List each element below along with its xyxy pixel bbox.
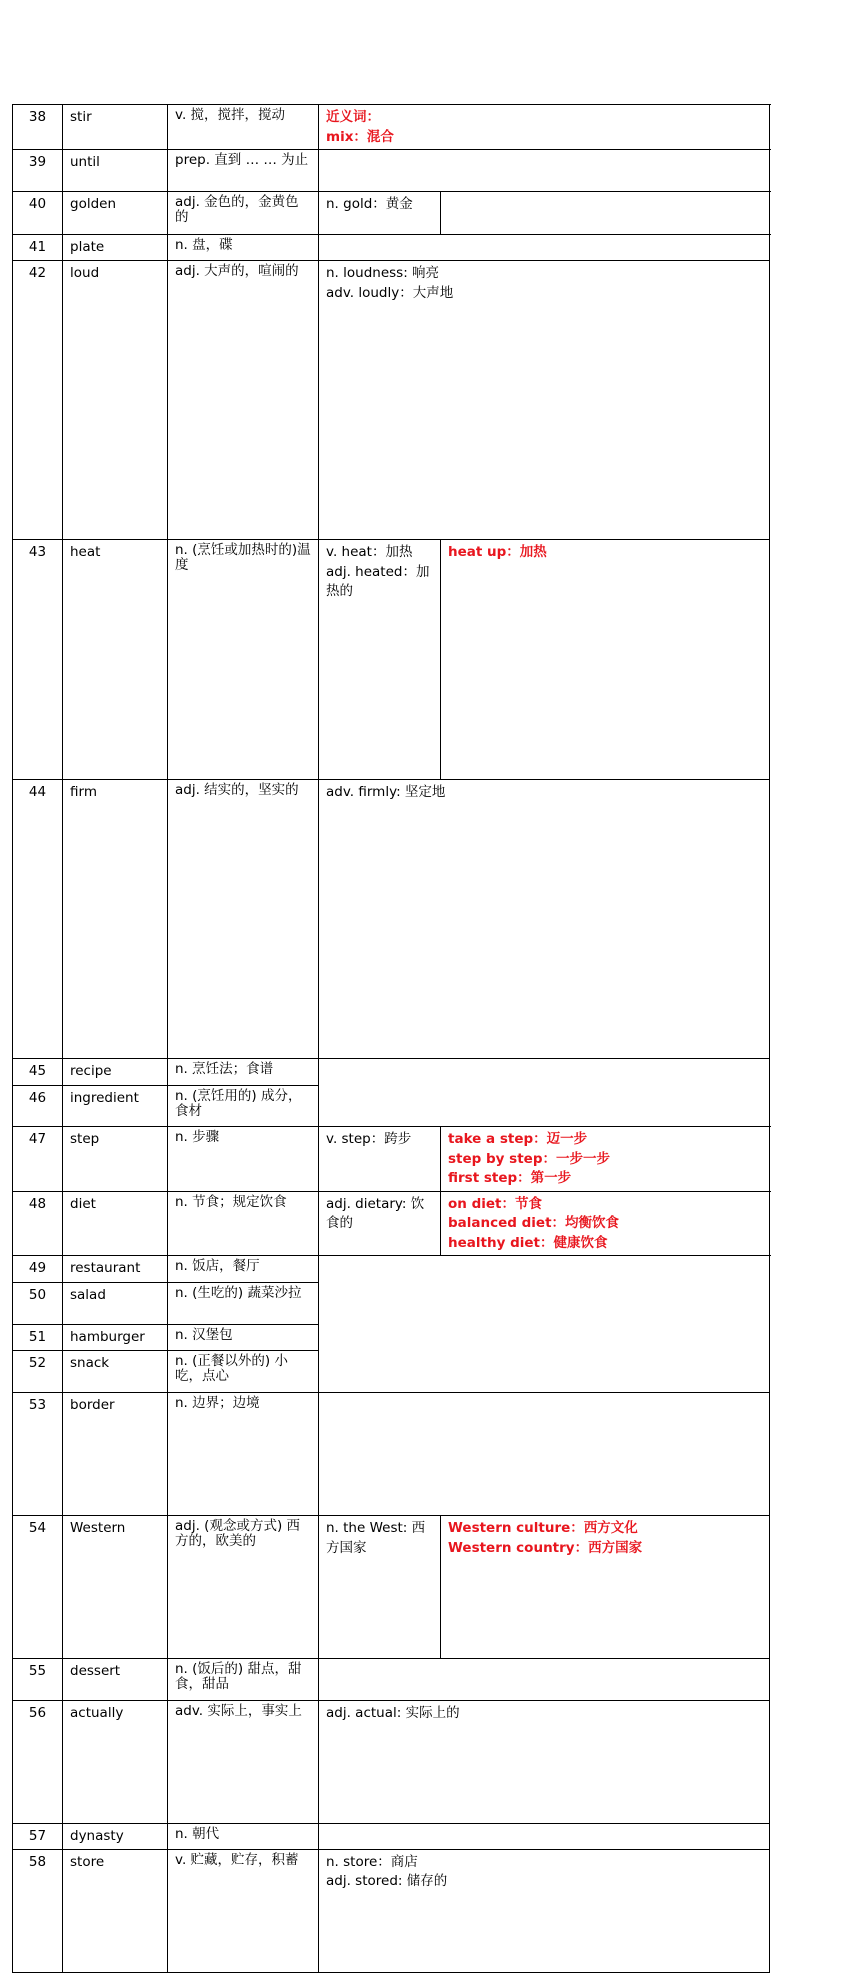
vocab-definition: adj. 大声的，喧闹的 [168,261,319,540]
row-number: 39 [13,150,63,192]
word-forms-cell [319,1823,770,1849]
related-word: on diet：节食 [448,1195,542,1212]
word-form: adj. heated：加热的 [326,563,430,599]
vocab-word: stir [63,105,168,150]
word-forms-cell [319,192,441,235]
row-number: 45 [13,1059,63,1086]
row-number: 54 [13,1516,63,1659]
vocab-word: actually [63,1700,168,1823]
vocab-definition: n. 节食；规定饮食 [168,1191,319,1256]
vocab-definition: n. (正餐以外的) 小吃，点心 [168,1351,319,1393]
word-forms-cell [319,150,770,192]
vocab-word: diet [63,1191,168,1256]
word-forms-cell [319,1849,770,1972]
vocab-definition: adv. 实际上，事实上 [168,1700,319,1823]
vocab-word: dessert [63,1658,168,1700]
word-form: adv. loudly：大声地 [326,284,454,301]
row-number: 38 [13,105,63,150]
table-row [13,105,770,150]
table-row [13,1127,770,1192]
table-row [13,192,770,235]
related-word: take a step：迈一步 [448,1131,588,1147]
table-row [13,780,770,1059]
word-form: v. step：跨步 [326,1131,412,1147]
related-word: heat up：加热 [448,544,547,560]
word-forms-cell [441,192,770,235]
word-form: n. loudness: 响亮 [326,265,440,281]
table-row [13,1849,770,1972]
word-forms-cell [319,1700,770,1823]
row-number: 44 [13,780,63,1059]
table-row [13,540,770,780]
vocab-word: dynasty [63,1823,168,1849]
vocab-word: ingredient [63,1086,168,1127]
related-words-cell [319,105,770,150]
word-forms-cell [319,1658,770,1700]
word-form: adj. stored: 储存的 [326,1873,448,1889]
related-word: 近义词： [326,109,380,125]
word-form: adj. dietary: 饮食的 [326,1195,425,1231]
word-form: adj. actual: 实际上的 [326,1704,460,1721]
table-row [13,1393,770,1516]
row-number: 46 [13,1086,63,1127]
related-words-cell [441,1516,770,1659]
vocab-definition: n. 朝代 [168,1823,319,1849]
row-number: 58 [13,1849,63,1972]
table-row [13,1059,770,1086]
vocab-word: loud [63,261,168,540]
vocab-definition: adj. 结实的，坚实的 [168,780,319,1059]
related-word: healthy diet：健康饮食 [448,1234,608,1251]
vocab-definition: v. 贮藏，贮存，积蓄 [168,1849,319,1972]
word-forms-cell [319,780,770,1059]
vocab-word: step [63,1127,168,1192]
word-form: adv. firmly: 坚定地 [326,784,446,800]
row-number: 41 [13,235,63,261]
vocab-word: hamburger [63,1325,168,1351]
row-number: 48 [13,1191,63,1256]
vocab-word: restaurant [63,1256,168,1283]
vocab-word: golden [63,192,168,235]
vocab-definition: n. (烹饪用的) 成分，食材 [168,1086,319,1127]
word-forms-cell [319,1256,770,1393]
vocab-definition: v. 搅，搅拌，搅动 [168,105,319,150]
vocab-definition: n. 盘，碟 [168,235,319,261]
row-number: 47 [13,1127,63,1192]
vocab-word: salad [63,1283,168,1325]
row-number: 40 [13,192,63,235]
vocab-word: firm [63,780,168,1059]
vocab-word: border [63,1393,168,1516]
vocab-word: until [63,150,168,192]
related-word: first step：第一步 [448,1170,572,1186]
row-number: 55 [13,1658,63,1700]
related-word: mix：混合 [326,128,394,145]
vocab-word: heat [63,540,168,780]
related-word: step by step：一步一步 [448,1150,610,1167]
vocab-definition: prep. 直到 … … 为止 [168,150,319,192]
table-row [13,1256,770,1283]
row-number: 52 [13,1351,63,1393]
word-forms-cell [319,261,770,540]
vocab-word: plate [63,235,168,261]
row-number: 43 [13,540,63,780]
related-word: Western culture：西方文化 [448,1520,638,1536]
table-row [13,261,770,540]
vocab-definition: n. 饭店，餐厅 [168,1256,319,1283]
vocab-definition: n. 步骤 [168,1127,319,1192]
word-form: n. store：商店 [326,1853,418,1870]
row-number: 42 [13,261,63,540]
table-row [13,150,770,192]
vocab-definition: n. (饭后的) 甜点，甜食，甜品 [168,1658,319,1700]
vocab-word: recipe [63,1059,168,1086]
vocab-definition: adj. 金色的，金黄色的 [168,192,319,235]
vocab-definition: n. (烹饪或加热时的)温度 [168,540,319,780]
word-forms-cell [319,1127,441,1192]
table-row [13,1658,770,1700]
related-words-cell [441,1191,770,1256]
related-words-cell [441,540,770,780]
vocab-word: store [63,1849,168,1972]
word-forms-cell [319,1516,441,1659]
word-form: n. the West: 西方国家 [326,1520,426,1556]
related-word: Western country：西方国家 [448,1539,643,1556]
related-word: balanced diet：均衡饮食 [448,1215,620,1231]
row-number: 56 [13,1700,63,1823]
related-words-cell [441,1127,770,1192]
word-forms-cell [319,1393,770,1516]
table-row [13,1191,770,1256]
row-number: 49 [13,1256,63,1283]
word-forms-cell [319,1059,770,1127]
row-number: 53 [13,1393,63,1516]
row-number: 50 [13,1283,63,1325]
word-forms-cell [319,540,441,780]
table-row [13,1700,770,1823]
table-row [13,235,770,261]
vocab-definition: n. (生吃的) 蔬菜沙拉 [168,1283,319,1325]
word-forms-cell [319,1191,441,1256]
table-row [13,1516,770,1659]
vocab-word: Western [63,1516,168,1659]
vocab-definition: n. 汉堡包 [168,1325,319,1351]
vocab-definition: n. 烹饪法；食谱 [168,1059,319,1086]
row-number: 57 [13,1823,63,1849]
word-form: n. gold：黄金 [326,196,413,212]
vocabulary-table [12,104,770,1973]
vocab-definition: n. 边界；边境 [168,1393,319,1516]
word-forms-cell [319,235,770,261]
row-number: 51 [13,1325,63,1351]
vocab-word: snack [63,1351,168,1393]
word-form: v. heat：加热 [326,544,413,560]
table-row [13,1823,770,1849]
vocab-definition: adj. (观念或方式) 西方的，欧美的 [168,1516,319,1659]
